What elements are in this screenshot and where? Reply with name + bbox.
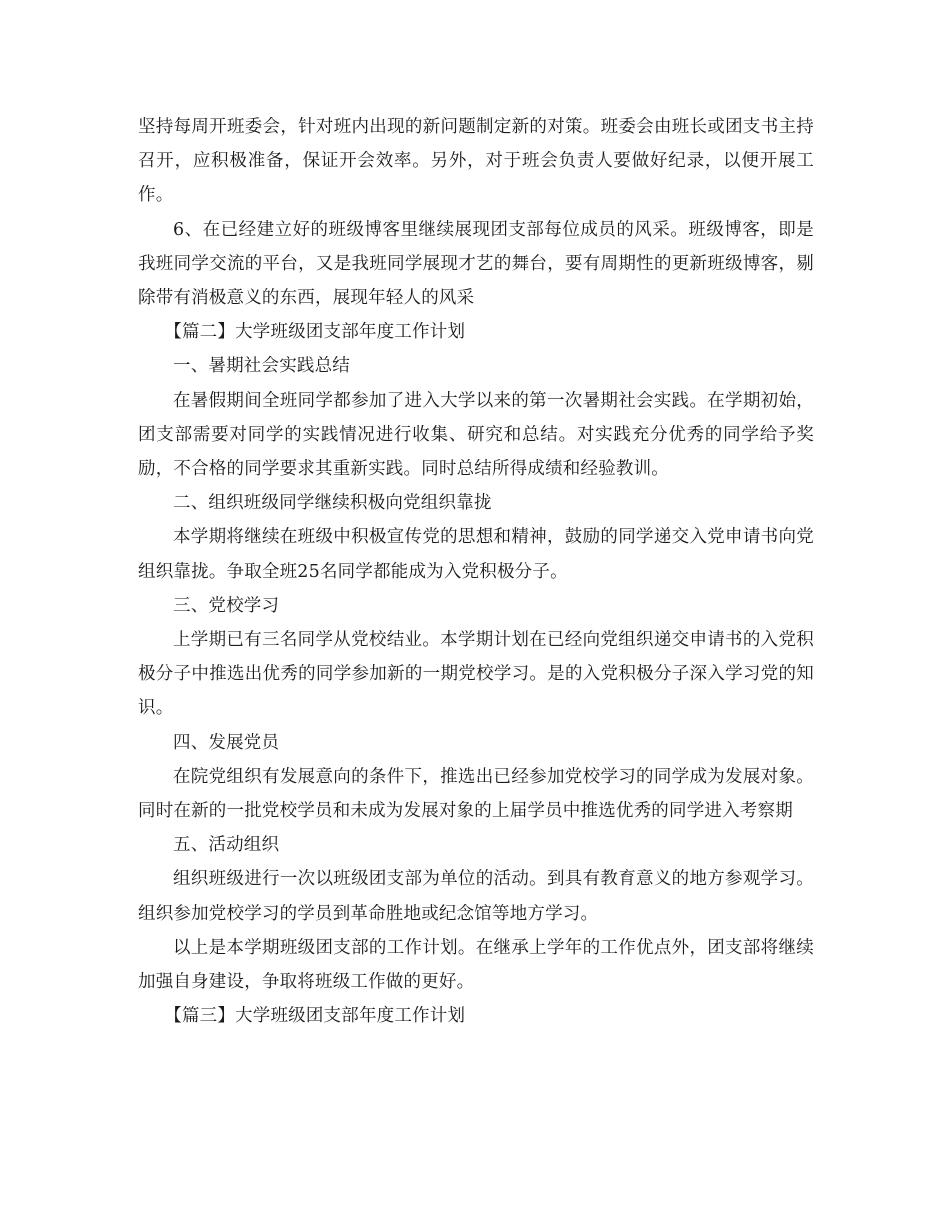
paragraph-blog-item: 6、在已经建立好的班级博客里继续展现团支部每位成员的风采。班级博客，即是我班同学交流的平台，又是我班同学展现才艺的舞台，要有周期性的更新班级博客，剔除带有消极意义的东西，展现年轻人的风采 xyxy=(138,219,814,309)
paragraph-develop-members: 在院党组织有发展意向的条件下，推选出已经参加党校学习的同学成为发展对象。同时在新的一批党校学员和未成为发展对象的上届学员中推选优秀的同学进入考察期 xyxy=(138,766,814,822)
paragraph-party-school: 上学期已有三名同学从党校结业。本学期计划在已经向党组织递交申请书的入党积极分子中推选出优秀的同学参加新的一期党校学习。是的入党积极分子深入学习党的知识。 xyxy=(138,630,814,719)
section-heading-develop-members: 四、发展党员 xyxy=(173,732,280,753)
chapter-title-part-two: 【篇二】大学班级团支部年度工作计划 xyxy=(164,322,466,343)
paragraph-conclusion: 以上是本学期班级团支部的工作计划。在继承上学年的工作优点外，团支部将继续加强自身建设，争取将班级工作做的更好。 xyxy=(138,937,814,993)
section-heading-summer-practice: 一、暑期社会实践总结 xyxy=(173,356,350,377)
paragraph-body-continuation: 坚持每周开班委会，针对班内出现的新问题制定新的对策。班委会由班长或团支书主持召开，应积极准备，保证开会效率。另外，对于班会负责人要做好纪录，以便开展工作。 xyxy=(138,117,814,206)
chapter-title-part-three: 【篇三】大学班级团支部年度工作计划 xyxy=(164,1006,466,1027)
paragraph-activities: 组织班级进行一次以班级团支部为单位的活动。到具有教育意义的地方参观学习。组织参加党校学习的学员到革命胜地或纪念馆等地方学习。 xyxy=(138,869,814,924)
section-heading-party-school: 三、党校学习 xyxy=(173,595,280,616)
document-body xyxy=(138,110,814,1033)
paragraph-party-approach: 本学期将继续在班级中积极宣传党的思想和精神，鼓励的同学递交入党申请书向党组织靠拢。争取全班25名同学都能成为入党积极分子。 xyxy=(138,527,814,582)
section-heading-activities: 五、活动组织 xyxy=(173,835,280,856)
section-heading-party-approach: 二、组织班级同学继续积极向党组织靠拢 xyxy=(173,493,492,514)
paragraph-summer-practice: 在暑假期间全班同学都参加了进入大学以来的第一次暑期社会实践。在学期初始，团支部需要对同学的实践情况进行收集、研究和总结。对实践充分优秀的同学给予奖励，不合格的同学要求其重新实践。同时总结所得成绩和经验教训。 xyxy=(138,390,814,480)
